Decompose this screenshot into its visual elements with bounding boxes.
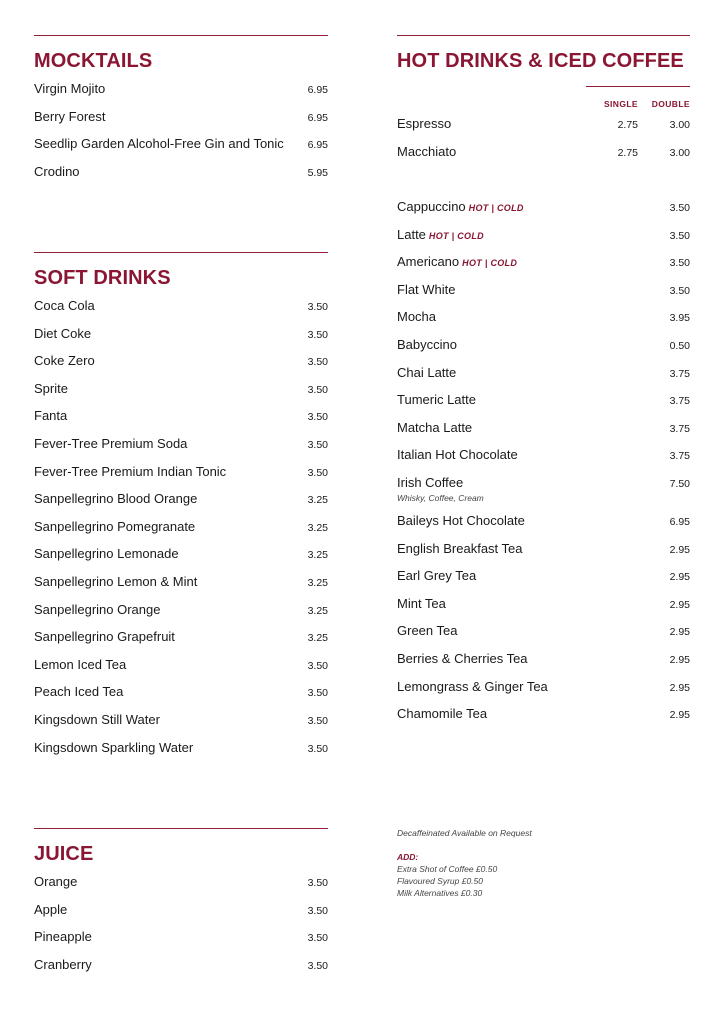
- item-price: 3.50: [669, 202, 690, 214]
- menu-item: [34, 602, 328, 630]
- item-price: 0.50: [669, 339, 690, 352]
- mocktails-section: [34, 35, 328, 191]
- single-price: 2.75: [617, 119, 638, 131]
- menu-item: [397, 651, 690, 679]
- item-name: Cappuccino: [397, 199, 466, 214]
- menu-item: [34, 874, 328, 902]
- menu-item: [34, 712, 328, 740]
- item-price: 3.50: [307, 959, 328, 972]
- item-name: Kingsdown Sparkling Water: [34, 739, 194, 755]
- item-price: 2.95: [669, 653, 690, 666]
- double-price: 3.00: [669, 119, 690, 131]
- item-name: Green Tea: [397, 623, 458, 639]
- section-divider: [34, 828, 328, 829]
- item-name: Diet Coke: [34, 325, 92, 341]
- item-name: Coca Cola: [34, 298, 95, 313]
- item-price: 3.50: [307, 659, 328, 672]
- section-divider: [397, 35, 690, 36]
- item-price: 6.95: [307, 84, 328, 96]
- menu-item: [397, 568, 690, 596]
- item-price: 3.25: [307, 549, 328, 562]
- notes-section: [397, 827, 690, 899]
- menu-item: [34, 629, 328, 657]
- hot-cold-tag: HOT | COLD: [462, 258, 518, 269]
- item-price: 3.25: [307, 521, 328, 534]
- menu-item: [397, 706, 690, 734]
- menu-item: [397, 679, 690, 707]
- add-item: Flavoured Syrup £0.50: [397, 876, 483, 886]
- item-name: Tumeric Latte: [397, 392, 476, 408]
- item-name: Kingsdown Still Water: [34, 711, 160, 727]
- item-name: Babyccino: [397, 336, 457, 352]
- item-name: Sanpellegrino Lemonade: [34, 546, 179, 562]
- hot-cold-tag: HOT | COLD: [428, 230, 484, 241]
- item-price: 2.95: [669, 681, 690, 694]
- item-name: Espresso: [397, 116, 452, 131]
- item-price: 2.95: [669, 598, 690, 611]
- menu-item: [397, 116, 690, 144]
- item-description: Whisky, Coffee, Cream: [397, 492, 484, 503]
- menu-item: [397, 309, 690, 337]
- item-name: Apple: [34, 901, 68, 917]
- item-name: Mint Tea: [397, 595, 446, 611]
- section-divider: [34, 252, 328, 253]
- menu-item: [34, 408, 328, 436]
- menu-item: [397, 596, 690, 624]
- item-name: Mocha: [397, 309, 437, 325]
- menu-item: [397, 541, 690, 569]
- double-price: 3.00: [669, 146, 690, 159]
- item-price: 3.50: [669, 284, 690, 297]
- menu-item: [34, 109, 328, 137]
- mocktails-title: MOCKTAILS: [34, 50, 153, 72]
- item-price: 6.95: [307, 111, 328, 124]
- item-name: Irish Coffee: [397, 474, 464, 490]
- menu-item: [34, 326, 328, 354]
- menu-item: [34, 436, 328, 464]
- item-name: Sanpellegrino Grapefruit: [34, 629, 175, 645]
- item-price: 3.50: [307, 742, 328, 755]
- item-name: Latte: [397, 226, 426, 242]
- hot-drinks-section: [397, 35, 690, 735]
- single-column-header: SINGLE: [603, 99, 638, 109]
- item-name: Lemon Iced Tea: [34, 656, 127, 672]
- item-price: 2.95: [669, 626, 690, 639]
- item-name: Macchiato: [397, 143, 457, 159]
- item-price: 3.50: [307, 714, 328, 727]
- menu-item: [34, 81, 328, 109]
- hot-cold-tag: HOT | COLD: [468, 203, 524, 213]
- menu-item: [34, 902, 328, 930]
- menu-item: [397, 337, 690, 365]
- section-divider: [34, 35, 328, 36]
- menu-item: [34, 740, 328, 768]
- menu-item: [34, 164, 328, 192]
- juice-title: JUICE: [34, 843, 94, 865]
- item-name: Earl Grey Tea: [397, 568, 477, 584]
- menu-item: [397, 623, 690, 651]
- menu-item: [34, 546, 328, 574]
- item-name: Seedlip Garden Alcohol-Free Gin and Tonic: [34, 136, 284, 152]
- hot-drinks-list: [397, 199, 690, 734]
- single-price: 2.75: [617, 146, 638, 159]
- item-price: 2.95: [669, 543, 690, 556]
- menu-item: [34, 574, 328, 602]
- item-price: 3.50: [307, 877, 328, 889]
- item-name: Chai Latte: [397, 364, 457, 380]
- item-name: Lemongrass & Ginger Tea: [397, 678, 548, 694]
- item-name: Chamomile Tea: [397, 706, 488, 722]
- item-price: 3.50: [307, 383, 328, 396]
- item-name: Sanpellegrino Lemon & Mint: [34, 573, 198, 589]
- item-price: 3.75: [669, 367, 690, 380]
- item-price: 3.75: [669, 395, 690, 408]
- item-price: 3.50: [307, 301, 328, 313]
- menu-item: [34, 929, 328, 957]
- menu-item: [34, 519, 328, 547]
- item-price: 3.75: [669, 422, 690, 435]
- menu-item: [34, 136, 328, 164]
- item-name: Matcha Latte: [397, 419, 473, 435]
- menu-item: [34, 353, 328, 381]
- item-price: 3.50: [307, 687, 328, 700]
- item-name: Virgin Mojito: [34, 81, 106, 96]
- soft-drinks-title: SOFT DRINKS: [34, 267, 171, 289]
- price-header-divider: [586, 86, 690, 87]
- item-name: Berry Forest: [34, 108, 106, 124]
- menu-item: [397, 144, 690, 172]
- menu-item: [34, 657, 328, 685]
- juice-list: [34, 874, 328, 984]
- item-name: Coke Zero: [34, 353, 95, 369]
- item-name: Orange: [34, 874, 78, 889]
- item-name: Cranberry: [34, 956, 92, 972]
- menu-item: [397, 392, 690, 420]
- menu-item: [397, 420, 690, 448]
- item-name: Sanpellegrino Orange: [34, 601, 161, 617]
- item-price: 3.25: [307, 604, 328, 617]
- item-name: Fever-Tree Premium Soda: [34, 435, 188, 451]
- menu-item: [397, 254, 690, 282]
- item-name: Pineapple: [34, 929, 92, 945]
- add-item: Extra Shot of Coffee £0.50: [397, 864, 498, 874]
- decaf-note: Decaffeinated Available on Request: [397, 828, 532, 838]
- item-name: Sanpellegrino Blood Orange: [34, 491, 198, 507]
- item-price: 6.95: [307, 139, 328, 152]
- espresso-list: [397, 116, 690, 171]
- menu-item: [397, 475, 690, 513]
- item-name: Crodino: [34, 163, 80, 179]
- menu-item: [34, 464, 328, 492]
- item-name: Sanpellegrino Pomegranate: [34, 518, 196, 534]
- item-price: 3.50: [307, 466, 328, 479]
- menu-item: [34, 491, 328, 519]
- item-name: Flat White: [397, 281, 456, 297]
- hot-drinks-title: HOT DRINKS & ICED COFFEE: [397, 50, 684, 72]
- add-item: Milk Alternatives £0.30: [397, 888, 483, 898]
- item-name: English Breakfast Tea: [397, 540, 523, 556]
- item-price: 3.50: [307, 438, 328, 451]
- add-label: ADD:: [397, 852, 419, 862]
- menu-item: [34, 957, 328, 985]
- mocktails-list: [34, 81, 328, 191]
- menu-item: [34, 684, 328, 712]
- item-price: 2.95: [669, 571, 690, 584]
- item-price: 3.25: [307, 632, 328, 645]
- juice-section: [34, 828, 328, 984]
- menu-item: [397, 447, 690, 475]
- menu-item: [34, 381, 328, 409]
- item-price: 3.50: [307, 411, 328, 424]
- item-price: 2.95: [669, 709, 690, 722]
- item-price: 3.50: [307, 328, 328, 341]
- menu-item: [397, 282, 690, 310]
- item-name: Berries & Cherries Tea: [397, 650, 528, 666]
- item-price: 3.50: [307, 904, 328, 917]
- item-price: 3.75: [669, 450, 690, 463]
- item-price: 6.95: [669, 515, 690, 528]
- item-name: Italian Hot Chocolate: [397, 447, 518, 463]
- item-name: Peach Iced Tea: [34, 684, 124, 700]
- item-name: Fanta: [34, 408, 68, 424]
- item-name: Sprite: [34, 380, 68, 396]
- item-price: 3.25: [307, 576, 328, 589]
- item-name: Americano: [397, 254, 460, 270]
- item-name: Baileys Hot Chocolate: [397, 512, 525, 528]
- item-price: 3.25: [307, 494, 328, 507]
- soft-drinks-list: [34, 298, 328, 767]
- menu-item: [397, 199, 690, 227]
- menu-item: [397, 365, 690, 393]
- double-column-header: DOUBLE: [651, 99, 690, 109]
- menu-item: [34, 298, 328, 326]
- item-price: 3.50: [669, 229, 690, 242]
- menu-item: [397, 227, 690, 255]
- item-name: Fever-Tree Premium Indian Tonic: [34, 463, 227, 479]
- item-price: 5.95: [307, 166, 328, 179]
- item-price: 3.95: [669, 312, 690, 325]
- item-price: 3.50: [307, 932, 328, 945]
- item-price: 7.50: [669, 477, 690, 490]
- menu-item: [397, 513, 690, 541]
- soft-drinks-section: [34, 252, 328, 767]
- item-price: 3.50: [669, 257, 690, 270]
- item-price: 3.50: [307, 356, 328, 369]
